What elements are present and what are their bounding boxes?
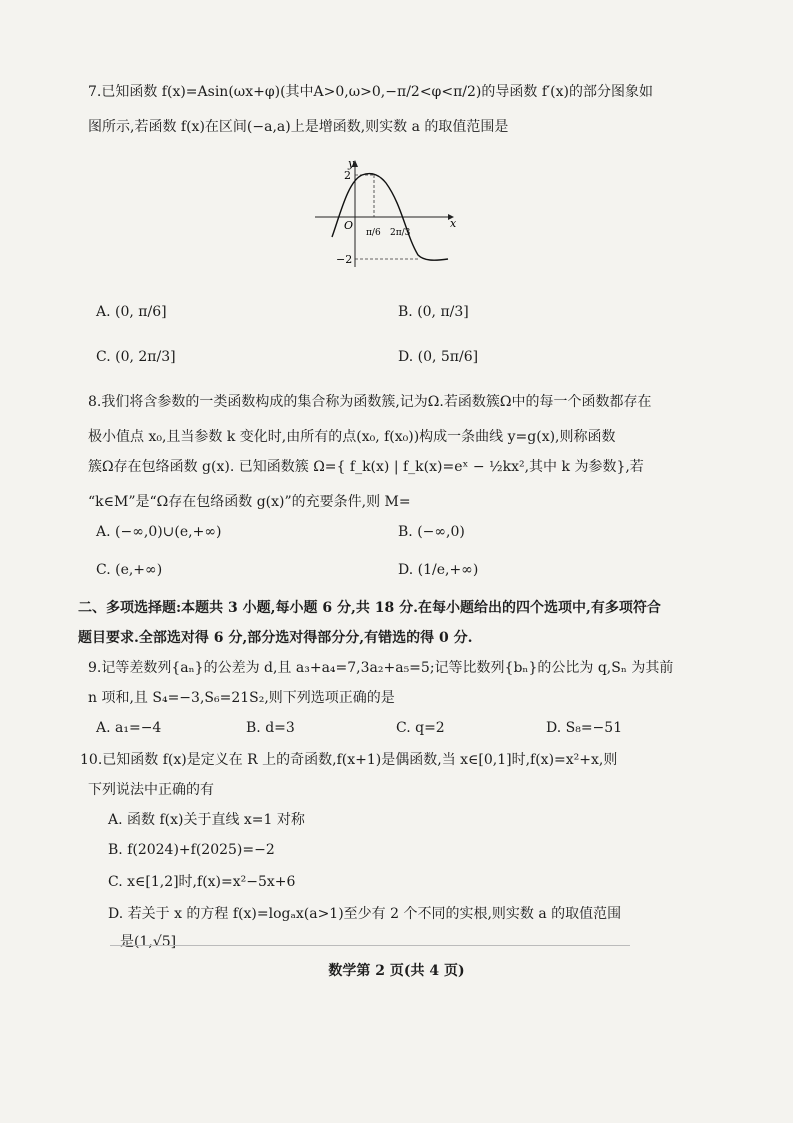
q10-line-2: 下列说法中正确的有 xyxy=(88,782,214,798)
q10-option-d-line-2: 是(1,√5] xyxy=(120,934,177,950)
q10-line-1: 10.已知函数 f(x)是定义在 R 上的奇函数,f(x+1)是偶函数,当 x∈[0,1]时,f(x)=x²+x,则 xyxy=(80,752,618,768)
y-tick-2: 2 xyxy=(344,169,351,182)
derivative-graph xyxy=(310,155,460,275)
section-2-line-1: 二、多项选择题:本题共 3 小题,每小题 6 分,共 18 分.在每小题给出的四个选项中,有多项符合 xyxy=(78,600,661,616)
q7-line-1: 7.已知函数 f(x)=Asin(ωx+φ)(其中A>0,ω>0,−π/2<φ<π/2)的导函数 f′(x)的部分图象如 xyxy=(88,84,653,100)
x-label: x xyxy=(450,217,457,230)
q8-option-c: C. (e,+∞) xyxy=(96,562,163,578)
q10-option-c: C. x∈[1,2]时,f(x)=x²−5x+6 xyxy=(108,874,296,890)
q10-option-b: B. f(2024)+f(2025)=−2 xyxy=(108,842,275,858)
y-label: y xyxy=(348,157,355,170)
q8-line-1: 8.我们将含参数的一类函数构成的集合称为函数簇,记为Ω.若函数簇Ω中的每一个函数都存在 xyxy=(88,394,652,410)
q9-line-2: n 项和,且 S₄=−3,S₆=21S₂,则下列选项正确的是 xyxy=(88,690,395,706)
q9-option-d: D. S₈=−51 xyxy=(546,720,623,736)
footer-divider xyxy=(110,945,630,946)
x-tick-pi6: π/6 xyxy=(366,228,381,238)
q10-option-d-line-1: D. 若关于 x 的方程 f(x)=logₐx(a>1)至少有 2 个不同的实根,则实数 a 的取值范围 xyxy=(108,906,622,922)
q9-option-b: B. d=3 xyxy=(246,720,295,736)
q7-option-c: C. (0, 2π/3] xyxy=(96,349,176,365)
q8-option-b: B. (−∞,0) xyxy=(398,524,465,540)
q7-option-d: D. (0, 5π/6] xyxy=(398,349,479,365)
q8-line-3: 簇Ω存在包络函数 g(x). 已知函数簇 Ω={ f_k(x) | f_k(x)=eˣ − ½kx²,其中 k 为参数},若 xyxy=(88,459,644,475)
page-footer: 数学第 2 页(共 4 页) xyxy=(328,963,465,979)
q9-option-a: A. a₁=−4 xyxy=(96,720,162,736)
q8-option-a: A. (−∞,0)∪(e,+∞) xyxy=(96,524,222,540)
x-tick-2pi3: 2π/3 xyxy=(390,228,411,238)
origin-label: O xyxy=(344,219,354,232)
q10-option-a: A. 函数 f(x)关于直线 x=1 对称 xyxy=(108,812,305,828)
q7-option-b: B. (0, π/3] xyxy=(398,304,469,320)
q9-option-c: C. q=2 xyxy=(396,720,445,736)
q8-line-2: 极小值点 x₀,且当参数 k 变化时,由所有的点(x₀, f(x₀))构成一条曲线 y=g(x),则称函数 xyxy=(88,429,616,445)
q8-option-d: D. (1/e,+∞) xyxy=(398,562,479,578)
q8-line-4: “k∈M”是“Ω存在包络函数 g(x)”的充要条件,则 M= xyxy=(88,494,411,510)
q9-line-1: 9.记等差数列{aₙ}的公差为 d,且 a₃+a₄=7,3a₂+a₅=5;记等比数列{bₙ}的公比为 q,Sₙ 为其前 xyxy=(88,660,674,676)
q7-line-2: 图所示,若函数 f(x)在区间(−a,a)上是增函数,则实数 a 的取值范围是 xyxy=(88,119,509,135)
q7-option-a: A. (0, π/6] xyxy=(96,304,167,320)
section-2-line-2: 题目要求.全部选对得 6 分,部分选对得部分分,有错选的得 0 分. xyxy=(78,630,473,646)
y-tick-minus2: −2 xyxy=(336,253,353,266)
